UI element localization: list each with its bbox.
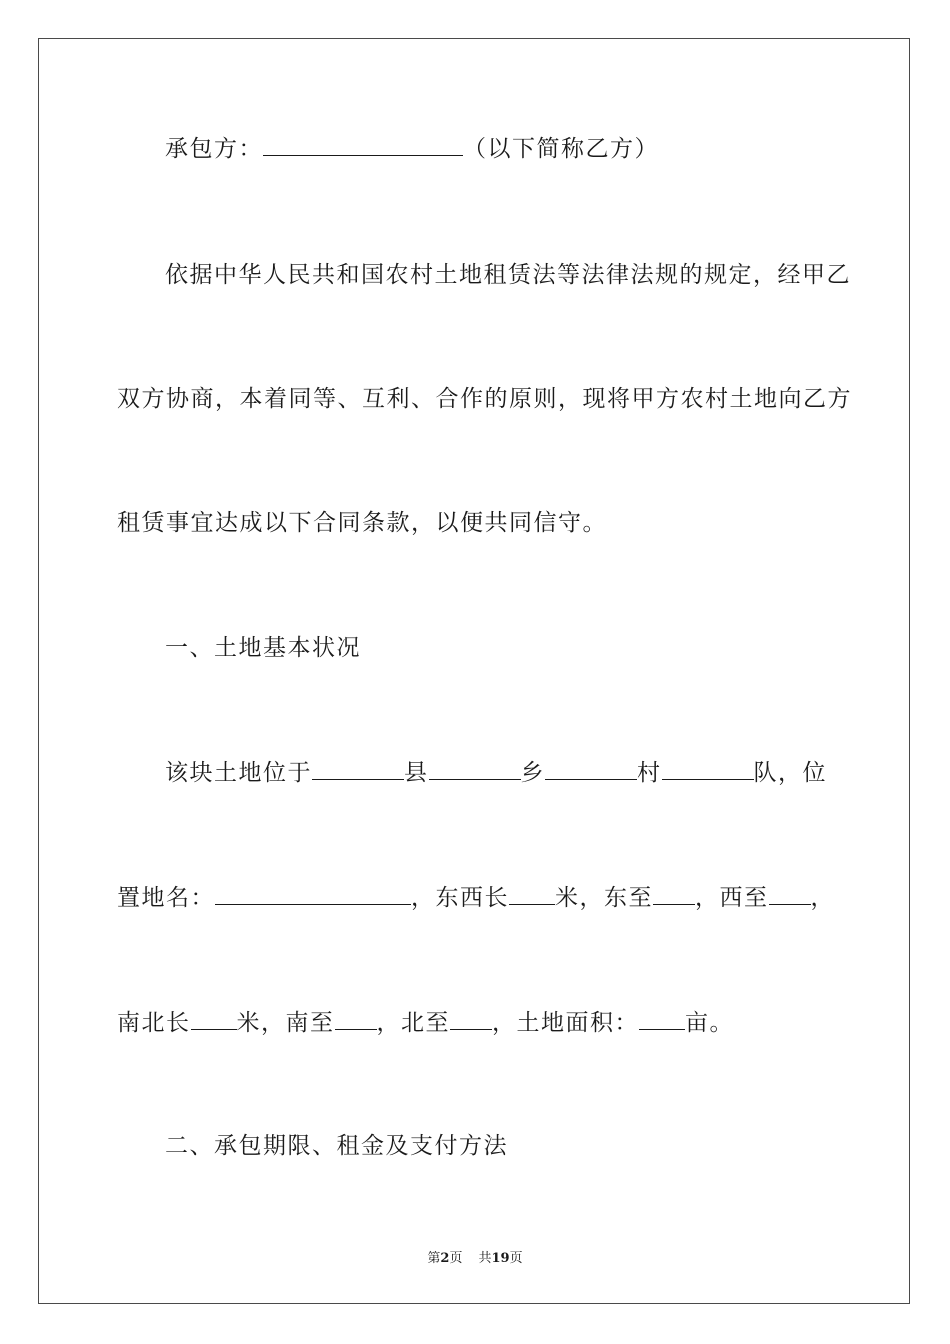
north-south-length-blank[interactable] [191, 1011, 237, 1030]
county-blank[interactable] [312, 761, 404, 780]
north-south-length-label: 南北长 [117, 1010, 191, 1036]
county-label: 县 [404, 760, 429, 786]
total-suffix: 页 [509, 1251, 523, 1266]
page-border [38, 38, 910, 1304]
paragraph-1-line-1: 依据中华人民共和国农村土地租赁法等法律法规的规定，经甲乙 [165, 262, 851, 288]
south-boundary-label: 米，南至 [236, 1010, 335, 1036]
west-boundary-blank[interactable] [769, 886, 811, 905]
contractor-line [117, 134, 837, 164]
total-prefix: 共 [478, 1251, 492, 1266]
south-boundary-blank[interactable] [335, 1011, 377, 1030]
north-south-line [117, 1008, 837, 1038]
place-line-end: ， [810, 885, 835, 911]
location-line [117, 758, 837, 788]
contractor-suffix: （以下简称乙方） [463, 136, 659, 162]
contractor-blank[interactable] [263, 137, 463, 156]
contractor-label: 承包方： [165, 136, 263, 162]
page-suffix: 页 [449, 1251, 463, 1266]
paragraph-1-line-2: 双方协商，本着同等、互利、合作的原则，现将甲方农村土地向乙方 [117, 386, 852, 412]
location-prefix: 该块土地位于 [165, 760, 312, 786]
page-prefix: 第 [427, 1251, 441, 1266]
place-name-label: 置地名： [117, 885, 215, 911]
paragraph-1-line-3: 租赁事宜达成以下合同条款，以便共同信守。 [117, 510, 607, 536]
west-boundary-label: ，西至 [695, 885, 769, 911]
township-blank[interactable] [429, 761, 521, 780]
township-label: 乡 [520, 760, 545, 786]
mu-unit: 亩。 [685, 1010, 734, 1036]
east-boundary-blank[interactable] [653, 886, 695, 905]
land-area-blank[interactable] [639, 1011, 685, 1030]
page-number: 2 [440, 1251, 450, 1266]
place-name-line [117, 883, 837, 913]
section-1-heading: 一、土地基本状况 [165, 635, 361, 661]
village-blank[interactable] [545, 761, 637, 780]
east-west-length-label: ，东西长 [411, 885, 509, 911]
north-boundary-blank[interactable] [450, 1011, 492, 1030]
team-blank[interactable] [662, 761, 754, 780]
land-area-label: ，土地面积： [492, 1010, 639, 1036]
east-west-length-blank[interactable] [509, 886, 555, 905]
village-label: 村 [637, 760, 662, 786]
total-pages: 19 [491, 1251, 510, 1266]
team-label: 队，位 [753, 760, 827, 786]
north-boundary-label: ，北至 [376, 1010, 450, 1036]
place-name-blank[interactable] [215, 886, 411, 905]
section-2-heading: 二、承包期限、租金及支付方法 [165, 1133, 508, 1159]
page-footer [0, 1247, 950, 1266]
east-boundary-label: 米，东至 [555, 885, 653, 911]
